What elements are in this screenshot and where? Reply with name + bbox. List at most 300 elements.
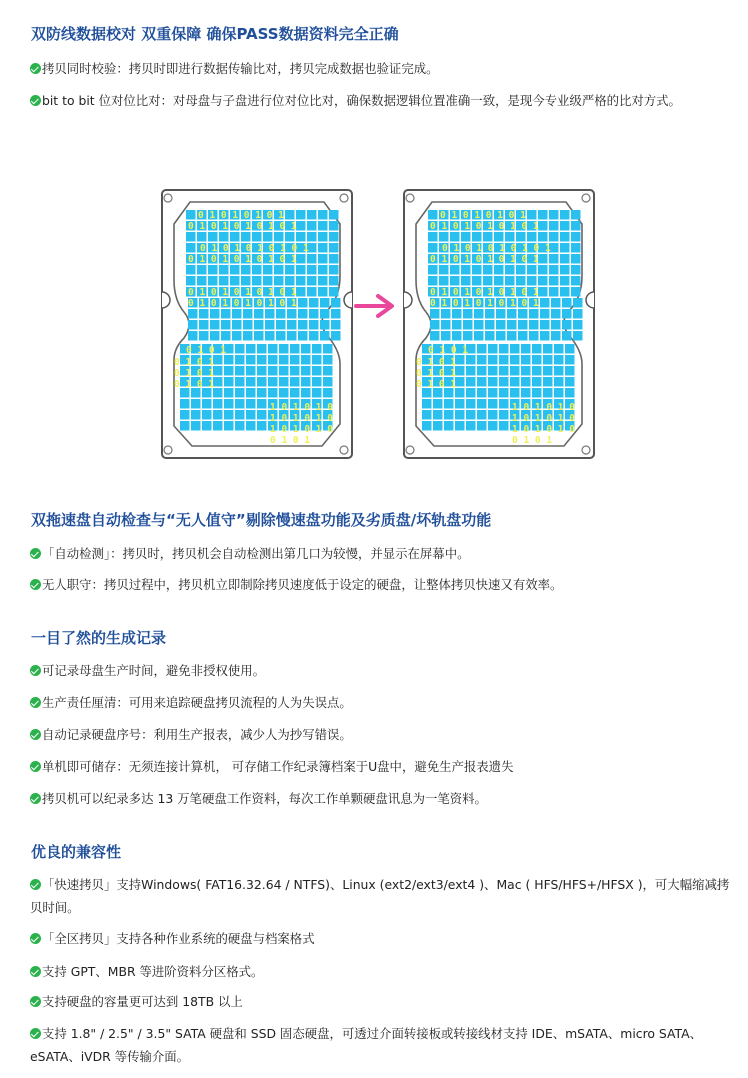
data-cell — [562, 298, 572, 308]
data-cell — [551, 320, 561, 330]
data-cell — [263, 276, 273, 286]
data-cell — [296, 232, 306, 242]
data-cell — [532, 388, 542, 398]
data-cell — [290, 355, 300, 365]
data-cell — [329, 276, 339, 286]
data-cell — [197, 276, 207, 286]
screw-hole-icon — [406, 194, 414, 202]
data-cell — [488, 366, 498, 376]
data-cell — [518, 320, 528, 330]
data-cell — [510, 388, 520, 398]
target-disk — [404, 190, 594, 458]
data-cell — [307, 276, 317, 286]
data-cell — [213, 421, 223, 431]
data-cell — [318, 287, 328, 297]
bit-string: 1 0 1 0 1 0 — [512, 402, 575, 413]
data-cell — [483, 232, 493, 242]
data-cell — [221, 331, 231, 341]
data-cell — [279, 388, 289, 398]
data-cell — [213, 366, 223, 376]
data-cell — [274, 232, 284, 242]
bit-string: 0 1 0 1 — [416, 368, 457, 379]
data-cell — [320, 298, 330, 308]
data-cell — [521, 355, 531, 365]
data-cell — [455, 388, 465, 398]
bit-string: 0 1 0 1 — [174, 379, 215, 390]
data-cell — [554, 344, 564, 354]
data-cell — [219, 276, 229, 286]
data-cell — [573, 309, 583, 319]
data-cell — [298, 331, 308, 341]
data-cell — [232, 320, 242, 330]
data-cell — [529, 320, 539, 330]
data-cell — [331, 309, 341, 319]
data-cell — [422, 421, 432, 431]
data-cell — [560, 221, 570, 231]
list-item: 支持 1.8" / 2.5" / 3.5" SATA 硬盘和 SSD 固态硬盘，可透过介面转接板或转接线材支持 IDE、mSATA、micro SATA、eSATA、iVDR 等传输介面。 — [30, 1026, 702, 1064]
data-cell — [276, 331, 286, 341]
data-cell — [197, 232, 207, 242]
data-cell — [329, 287, 339, 297]
data-cell — [499, 399, 509, 409]
data-cell — [208, 232, 218, 242]
data-cell — [433, 399, 443, 409]
data-cell — [441, 320, 451, 330]
data-cell — [224, 399, 234, 409]
data-cell — [312, 355, 322, 365]
data-cell — [279, 366, 289, 376]
data-cell — [329, 210, 339, 220]
data-cell — [301, 344, 311, 354]
data-cell — [554, 377, 564, 387]
check-icon — [30, 729, 41, 740]
data-cell — [301, 355, 311, 365]
bit-string: 0 1 0 1 — [512, 435, 553, 446]
data-cell — [554, 366, 564, 376]
data-cell — [455, 421, 465, 431]
data-cell — [543, 366, 553, 376]
data-cell — [323, 355, 333, 365]
data-cell — [307, 210, 317, 220]
data-cell — [257, 344, 267, 354]
data-cell — [246, 399, 256, 409]
check-icon — [30, 697, 41, 708]
data-cell — [232, 309, 242, 319]
data-cell — [318, 265, 328, 275]
data-cell — [439, 265, 449, 275]
data-cell — [323, 388, 333, 398]
data-cell — [268, 366, 278, 376]
data-cell — [285, 265, 295, 275]
bit-string: 0 1 0 1 0 1 0 1 0 1 — [430, 221, 539, 232]
data-cell — [505, 232, 515, 242]
data-cell — [265, 331, 275, 341]
data-cell — [224, 366, 234, 376]
data-cell — [455, 366, 465, 376]
screw-hole-icon — [582, 194, 590, 202]
data-cell — [224, 355, 234, 365]
data-cell — [312, 377, 322, 387]
data-cell — [331, 320, 341, 330]
data-cell — [230, 232, 240, 242]
data-cell — [549, 265, 559, 275]
data-cell — [521, 388, 531, 398]
data-cell — [477, 355, 487, 365]
data-cell — [241, 276, 251, 286]
data-cell — [543, 355, 553, 365]
data-cell — [505, 265, 515, 275]
data-cell — [428, 276, 438, 286]
check-icon — [30, 933, 41, 944]
bit-string: 0 1 0 1 — [428, 345, 469, 356]
data-cell — [538, 210, 548, 220]
data-cell — [474, 320, 484, 330]
data-cell — [538, 276, 548, 286]
data-cell — [461, 276, 471, 286]
data-cell — [213, 410, 223, 420]
data-cell — [573, 298, 583, 308]
data-cell — [529, 309, 539, 319]
bit-string: 1 0 1 0 1 0 — [270, 413, 333, 424]
data-cell — [422, 410, 432, 420]
data-cell — [268, 344, 278, 354]
data-cell — [301, 377, 311, 387]
check-icon — [30, 63, 41, 74]
check-icon — [30, 665, 41, 676]
data-cell — [276, 320, 286, 330]
data-cell — [571, 287, 581, 297]
data-cell — [455, 399, 465, 409]
data-cell — [466, 377, 476, 387]
data-cell — [298, 298, 308, 308]
data-cell — [549, 276, 559, 286]
data-cell — [309, 331, 319, 341]
data-cell — [241, 265, 251, 275]
data-cell — [257, 421, 267, 431]
data-cell — [257, 366, 267, 376]
data-cell — [565, 377, 575, 387]
data-cell — [246, 377, 256, 387]
data-cell — [562, 320, 572, 330]
data-cell — [441, 309, 451, 319]
data-cell — [540, 320, 550, 330]
list-item: 可记录母盘生产时间，避免非授权使用。 — [30, 659, 730, 682]
data-cell — [444, 399, 454, 409]
data-cell — [208, 265, 218, 275]
data-cell — [257, 377, 267, 387]
data-cell — [290, 366, 300, 376]
data-cell — [254, 320, 264, 330]
data-cell — [296, 254, 306, 264]
data-cell — [210, 309, 220, 319]
data-cell — [494, 232, 504, 242]
data-cell — [287, 309, 297, 319]
data-cell — [279, 355, 289, 365]
data-cell — [527, 276, 537, 286]
data-cell — [199, 309, 209, 319]
data-cell — [543, 377, 553, 387]
data-cell — [318, 276, 328, 286]
data-cell — [422, 399, 432, 409]
data-cell — [243, 309, 253, 319]
data-cell — [488, 388, 498, 398]
data-cell — [538, 265, 548, 275]
data-cell — [430, 309, 440, 319]
list-item: 单机即可储存：无须连接计算机， 可存储工作纪录簿档案于U盘中，避免生产报表遗失 — [30, 755, 730, 778]
data-cell — [466, 366, 476, 376]
data-cell — [488, 377, 498, 387]
data-cell — [318, 210, 328, 220]
data-cell — [538, 254, 548, 264]
data-cell — [186, 243, 196, 253]
data-cell — [274, 276, 284, 286]
data-cell — [285, 276, 295, 286]
data-cell — [554, 388, 564, 398]
data-cell — [246, 388, 256, 398]
bit-string: 0 1 0 1 0 1 0 1 0 1 — [430, 287, 539, 298]
data-cell — [221, 309, 231, 319]
data-cell — [263, 265, 273, 275]
data-cell — [477, 421, 487, 431]
data-cell — [543, 388, 553, 398]
data-cell — [210, 320, 220, 330]
data-cell — [276, 309, 286, 319]
data-cell — [565, 388, 575, 398]
data-cell — [554, 355, 564, 365]
data-cell — [235, 399, 245, 409]
data-cell — [551, 331, 561, 341]
data-cell — [296, 221, 306, 231]
data-cell — [246, 421, 256, 431]
data-cell — [279, 377, 289, 387]
data-cell — [571, 276, 581, 286]
data-cell — [499, 366, 509, 376]
data-cell — [263, 232, 273, 242]
data-cell — [199, 331, 209, 341]
source-disk — [162, 190, 352, 458]
data-cell — [439, 232, 449, 242]
data-cell — [452, 331, 462, 341]
data-cell — [307, 232, 317, 242]
data-cell — [221, 320, 231, 330]
data-cell — [444, 410, 454, 420]
data-cell — [252, 232, 262, 242]
list-item: 「全区拷贝」支持各种作业系统的硬盘与档案格式 — [30, 927, 730, 950]
check-icon — [30, 879, 41, 890]
check-icon — [30, 1028, 41, 1039]
data-cell — [560, 254, 570, 264]
data-cell — [477, 377, 487, 387]
data-cell — [235, 410, 245, 420]
data-cell — [474, 331, 484, 341]
list-item: 支持硬盘的容量更可达到 18TB 以上 — [30, 990, 730, 1013]
data-cell — [246, 410, 256, 420]
data-cell — [312, 366, 322, 376]
data-cell — [433, 421, 443, 431]
check-icon — [30, 793, 41, 804]
data-cell — [560, 265, 570, 275]
data-cell — [450, 232, 460, 242]
screw-hole-icon — [164, 194, 172, 202]
data-cell — [477, 399, 487, 409]
data-cell — [518, 331, 528, 341]
data-cell — [320, 320, 330, 330]
bit-string: 0 1 0 1 0 1 0 1 0 1 — [442, 243, 551, 254]
check-icon — [30, 579, 41, 590]
data-cell — [186, 265, 196, 275]
data-cell — [532, 366, 542, 376]
data-cell — [433, 410, 443, 420]
data-cell — [210, 331, 220, 341]
data-cell — [235, 421, 245, 431]
data-cell — [461, 265, 471, 275]
data-cell — [571, 210, 581, 220]
data-cell — [466, 399, 476, 409]
data-cell — [455, 355, 465, 365]
data-cell — [307, 221, 317, 231]
section-title-data-verification: 双防线数据校对 双重保障 确保PASS数据资料完全正确 — [31, 25, 399, 43]
data-cell — [532, 377, 542, 387]
data-cell — [202, 399, 212, 409]
data-cell — [565, 366, 575, 376]
data-cell — [257, 410, 267, 420]
data-cell — [191, 410, 201, 420]
data-cell — [499, 388, 509, 398]
data-cell — [494, 265, 504, 275]
data-cell — [488, 410, 498, 420]
data-cell — [243, 320, 253, 330]
data-cell — [562, 309, 572, 319]
bit-string: 0 1 0 1 — [186, 345, 227, 356]
data-cell — [571, 243, 581, 253]
data-cell — [472, 232, 482, 242]
data-cell — [488, 344, 498, 354]
data-cell — [507, 309, 517, 319]
data-cell — [285, 210, 295, 220]
data-cell — [496, 309, 506, 319]
data-cell — [235, 377, 245, 387]
data-cell — [197, 265, 207, 275]
data-cell — [290, 344, 300, 354]
data-cell — [549, 221, 559, 231]
check-icon — [30, 95, 41, 106]
screw-hole-icon — [582, 446, 590, 454]
data-cell — [538, 221, 548, 231]
data-cell — [180, 399, 190, 409]
data-cell — [252, 276, 262, 286]
data-cell — [516, 232, 526, 242]
data-cell — [186, 232, 196, 242]
data-cell — [329, 243, 339, 253]
data-cell — [455, 377, 465, 387]
bit-string: 0 1 0 1 0 1 0 1 0 1 — [188, 298, 297, 309]
bit-string: 0 1 0 1 0 1 0 1 0 1 — [430, 254, 539, 265]
data-cell — [331, 298, 341, 308]
data-cell — [485, 331, 495, 341]
data-cell — [560, 210, 570, 220]
data-cell — [329, 221, 339, 231]
data-cell — [430, 331, 440, 341]
data-cell — [213, 377, 223, 387]
bit-compare-illustration — [160, 188, 596, 466]
list-item: 支持 GPT、MBR 等进阶资料分区格式。 — [30, 960, 730, 983]
data-cell — [180, 421, 190, 431]
data-cell — [312, 388, 322, 398]
bit-string: 0 1 0 1 0 1 0 1 — [440, 210, 526, 221]
data-cell — [329, 265, 339, 275]
data-cell — [510, 344, 520, 354]
data-cell — [510, 366, 520, 376]
data-cell — [309, 320, 319, 330]
data-cell — [232, 331, 242, 341]
data-cell — [312, 344, 322, 354]
data-cell — [268, 388, 278, 398]
data-cell — [521, 366, 531, 376]
data-cell — [301, 366, 311, 376]
data-cell — [483, 265, 493, 275]
data-cell — [296, 287, 306, 297]
data-cell — [444, 421, 454, 431]
data-cell — [188, 320, 198, 330]
data-cell — [538, 287, 548, 297]
screw-hole-icon — [340, 446, 348, 454]
list-item: bit to bit 位对位比对：对母盘与子盘进行位对位比对，确保数据逻辑位置准确一致，是现今专业级严格的比对方式。 — [30, 89, 730, 112]
data-cell — [290, 388, 300, 398]
data-cell — [571, 265, 581, 275]
data-cell — [213, 355, 223, 365]
check-icon — [30, 548, 41, 559]
data-cell — [252, 265, 262, 275]
check-icon — [30, 996, 41, 1007]
data-cell — [450, 265, 460, 275]
data-cell — [573, 320, 583, 330]
bit-string: 0 1 0 1 0 1 0 1 0 1 — [188, 287, 297, 298]
section-title-compatibility: 优良的兼容性 — [31, 843, 122, 861]
data-cell — [549, 210, 559, 220]
data-cell — [186, 276, 196, 286]
bit-string: 1 0 1 0 1 0 — [270, 424, 333, 435]
data-cell — [235, 366, 245, 376]
data-cell — [527, 210, 537, 220]
data-cell — [485, 320, 495, 330]
data-cell — [441, 331, 451, 341]
data-cell — [549, 287, 559, 297]
data-cell — [246, 366, 256, 376]
check-icon — [30, 966, 41, 977]
screw-hole-icon — [406, 446, 414, 454]
data-cell — [485, 309, 495, 319]
data-cell — [562, 331, 572, 341]
data-cell — [320, 309, 330, 319]
data-cell — [188, 331, 198, 341]
check-icon — [30, 761, 41, 772]
data-cell — [213, 399, 223, 409]
data-cell — [254, 331, 264, 341]
data-cell — [199, 320, 209, 330]
data-cell — [296, 265, 306, 275]
data-cell — [499, 410, 509, 420]
data-cell — [219, 265, 229, 275]
data-cell — [483, 276, 493, 286]
data-cell — [320, 331, 330, 341]
data-cell — [439, 276, 449, 286]
data-cell — [560, 276, 570, 286]
data-cell — [452, 320, 462, 330]
data-cell — [301, 388, 311, 398]
data-cell — [466, 421, 476, 431]
bit-string: 1 0 1 0 1 0 — [512, 413, 575, 424]
data-cell — [268, 377, 278, 387]
